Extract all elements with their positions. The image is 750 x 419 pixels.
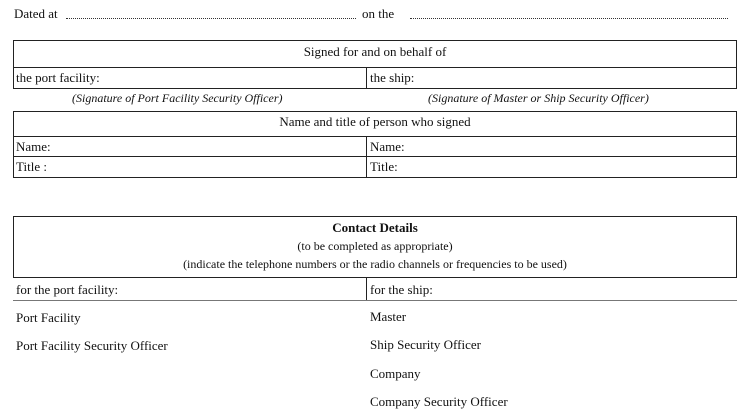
port-facility-signature-field[interactable]: the port facility: (16, 70, 100, 85)
ship-signature-caption: (Signature of Master or Ship Security Officer) (428, 91, 649, 105)
ship-contact-item[interactable]: Company (370, 366, 421, 381)
for-port-facility-label: for the port facility: (16, 282, 119, 297)
name-title-header: Name and title of person who signed (279, 114, 471, 129)
ship-contact-item[interactable]: Ship Security Officer (370, 337, 481, 352)
on-the-dotted-line[interactable] (410, 18, 728, 19)
ship-contact-item[interactable]: Company Security Officer (370, 394, 508, 409)
ship-contact-item[interactable]: Master (370, 309, 407, 324)
dated-at-dotted-line[interactable] (66, 18, 356, 19)
contact-details-header: Contact Details (332, 220, 418, 235)
name-title-column-divider (366, 136, 367, 178)
signed-column-divider (366, 67, 367, 89)
port-signature-caption: (Signature of Port Facility Security Officer) (72, 91, 283, 105)
port-contact-item[interactable]: Port Facility (16, 310, 81, 325)
dated-at-label: Dated at (14, 6, 58, 21)
signed-divider (13, 67, 737, 68)
contact-details-subtitle-2: (indicate the telephone numbers or the radio channels or frequencies to be used) (183, 257, 567, 271)
contact-details-subtitle-1: (to be completed as appropriate) (297, 239, 453, 253)
contact-column-divider (366, 278, 367, 300)
ship-signature-field[interactable]: the ship: (370, 70, 415, 85)
contact-header-underline (13, 300, 737, 301)
port-contact-item[interactable]: Port Facility Security Officer (16, 338, 168, 353)
left-name-field[interactable]: Name: (16, 139, 51, 154)
signed-header: Signed for and on behalf of (303, 44, 447, 59)
left-title-field[interactable]: Title : (16, 159, 47, 174)
on-the-label: on the (362, 6, 395, 21)
for-ship-label: for the ship: (370, 282, 433, 297)
name-title-divider-1 (13, 136, 737, 137)
name-title-divider-2 (13, 156, 737, 157)
right-title-field[interactable]: Title: (370, 159, 398, 174)
right-name-field[interactable]: Name: (370, 139, 405, 154)
